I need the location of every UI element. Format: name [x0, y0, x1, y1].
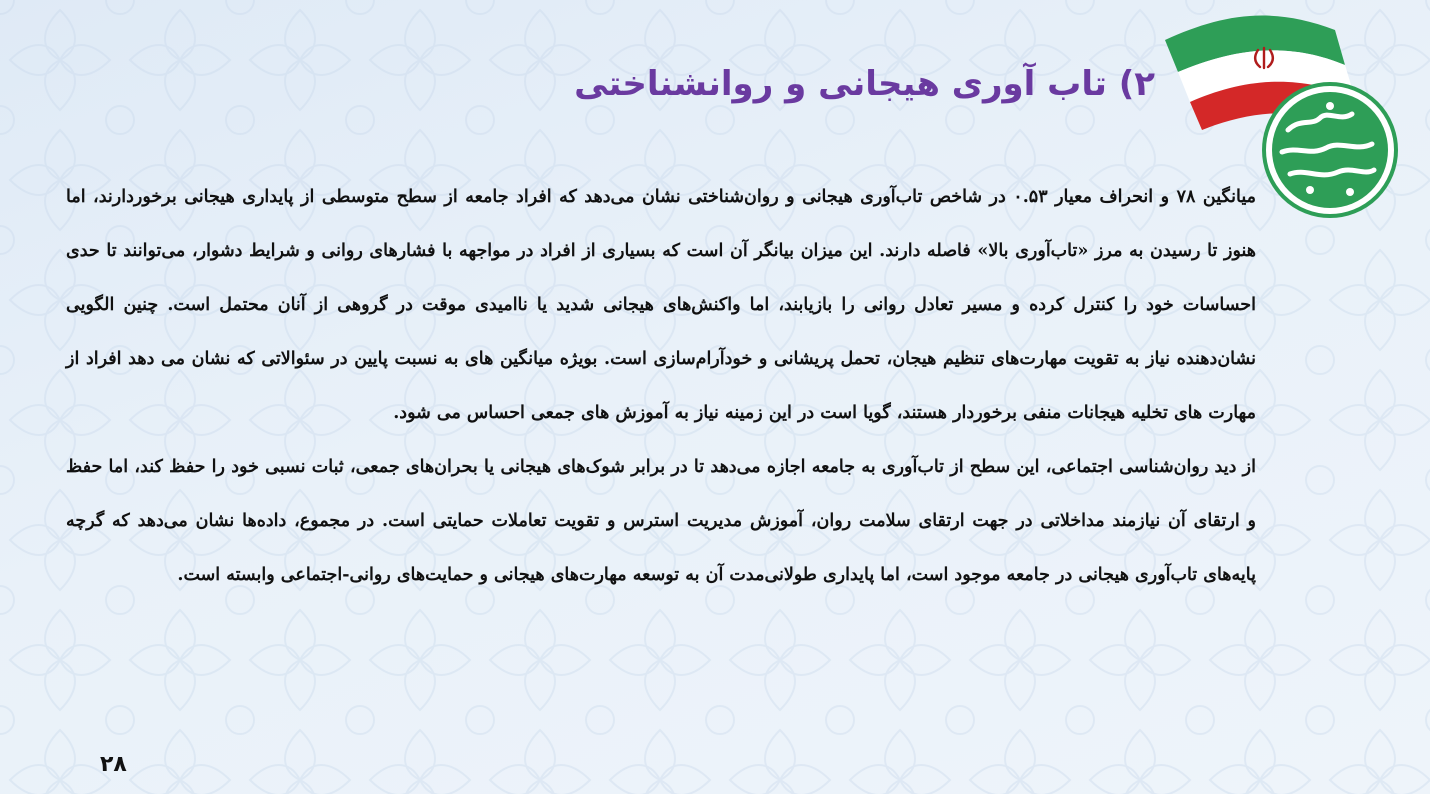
page-number: ۲۸ — [100, 752, 127, 777]
paragraph-2: از دید روان‌شناسی اجتماعی، این سطح از تاب‌آوری به جامعه اجازه می‌دهد تا در برابر شوک‌های هیجانی یا بحران‌های جمعی، ثبات نسبی خود را حفظ کند، اما حفظ و ارتقای آن نیازمند مداخلاتی در جهت ارتقای سلامت روان، آموزش مدیریت استرس و تقویت تعاملات حمایتی است. در مجموع، داده‌ها نشان می‌دهد که گرچه پایه‌های تاب‌آوری هیجانی در جامعه موجود است، اما پایداری طولانی‌مدت آن به توسعه مهارت‌های هیجانی و حمایت‌های روانی-اجتماعی وابسته است. — [66, 457, 1256, 585]
seal-icon — [1264, 84, 1396, 216]
body-text — [66, 170, 1256, 602]
paragraph-1: میانگین ۷۸ و انحراف معیار ۰.۵۳ در شاخص تاب‌آوری هیجانی و روان‌شناختی نشان می‌دهد که افراد جامعه از سطح متوسطی از پایداری هیجانی برخوردارند، اما هنوز تا رسیدن به مرز «تاب‌آوری بالا» فاصله دارند. این میزان بیانگر آن است که بسیاری از افراد در مواجهه با فشارهای روانی و شرایط دشوار، می‌توانند تا حدی احساسات خود را کنترل کرده و مسیر تعادل روانی را بازیابند، اما واکنش‌های هیجانی شدید یا ناامیدی موقت در گروهی از آنان محتمل است. چنین الگویی نشان‌دهنده نیاز به تقویت مهارت‌های تنظیم هیجان، تحمل پریشانی و خودآرام‌سازی است. بویژه میانگین های به نسبت پایین در سئوالاتی که نشان می دهد افراد از مهارت های تخلیه هیجانات منفی برخوردار هستند، گویا است در این زمینه نیاز به آموزش های جمعی احساس می شود. — [66, 187, 1257, 423]
slide-title: ۲) تاب آوری هیجانی و روانشناختی — [574, 64, 1155, 104]
